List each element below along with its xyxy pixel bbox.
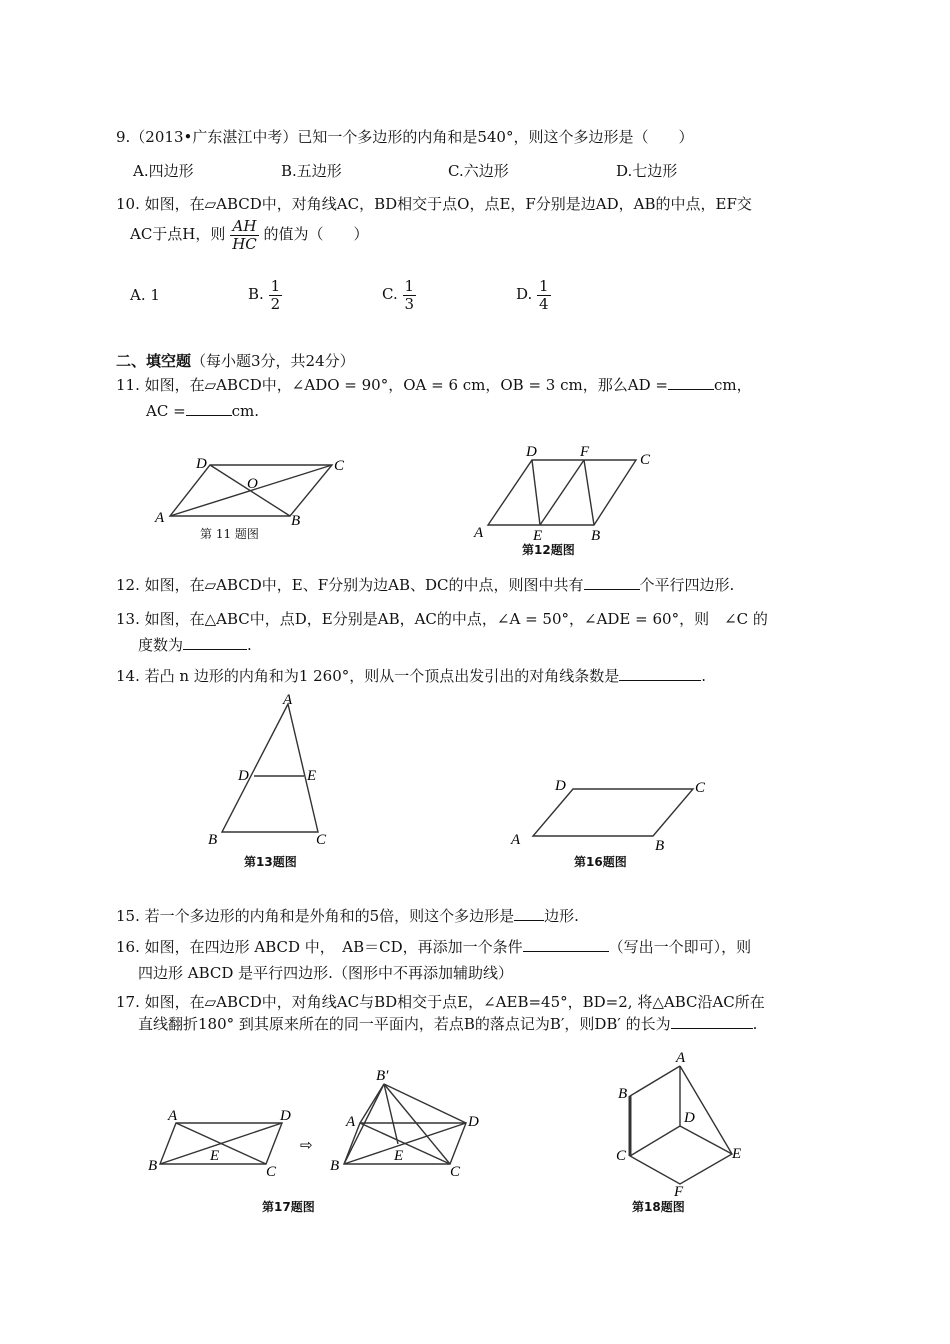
fig12-segment-fb: [584, 460, 594, 525]
fig17-right-label-bp: B′: [376, 1068, 389, 1084]
fig17-caption: 第17题图: [262, 1200, 315, 1214]
q11-line1-post: cm，: [713, 376, 752, 394]
q10-option-b-den: 2: [270, 294, 281, 313]
fig17-left-label-a: A: [168, 1108, 178, 1124]
fig18-label-d: D: [684, 1110, 695, 1126]
q10-option-d: [516, 278, 551, 312]
q10-option-c: [382, 278, 416, 312]
fig17-right-label-e: E: [394, 1148, 404, 1164]
q13-line2-post: .: [247, 636, 252, 654]
fig11-label-b: B: [291, 513, 301, 529]
fig16-label-d: D: [555, 778, 566, 794]
fig12-segment-ef: [540, 460, 584, 525]
fig13-label-d: D: [238, 768, 249, 784]
q13-blank[interactable]: [183, 635, 247, 650]
fig12-label-b: B: [591, 528, 601, 540]
q12-pre: 12. 如图，在▱ABCD中，E、F分别为边AB、DC的中点，则图中共有: [116, 576, 584, 594]
fig16-label-c: C: [695, 780, 706, 796]
fig17-left-label-d: D: [280, 1108, 291, 1124]
section-2-heading: [116, 350, 355, 371]
question-16-line1: [116, 936, 751, 957]
fig12-label-c: C: [640, 452, 651, 468]
fig13-label-c: C: [316, 832, 327, 848]
q14-post: .: [701, 667, 707, 685]
question-17-line1: 17. 如图，在▱ABCD中，对角线AC与BD相交于点E，∠AEB=45°，BD=2, 将△ABC沿AC所在: [116, 993, 765, 1011]
fig12-label-a: A: [474, 525, 484, 540]
q10-option-b: [248, 278, 282, 312]
question-13-line1: 13. 如图，在△ABC中，点D，E分别是AB，AC的中点，∠A = 50°，∠ADE = 60°，则 ∠C 的: [116, 610, 768, 628]
q10-frac-num: AH: [230, 218, 259, 236]
q11-blank-ad[interactable]: [668, 375, 714, 390]
fig13-label-e: E: [307, 768, 317, 784]
q16-line1-pre: 16. 如图，在四边形 ABCD 中， AB＝CD，再添加一个条件: [116, 938, 523, 956]
figure-12: [470, 440, 660, 540]
q10-line2-post: 的值为（ ）: [263, 225, 369, 243]
q11-line1-pre: 11. 如图，在▱ABCD中，∠ADO = 90°，OA = 6 cm，OB = 3 cm，那么AD =: [116, 376, 668, 394]
q9-option-d: D.七边形: [616, 162, 678, 180]
fig18-label-b: B: [618, 1086, 628, 1102]
fig17-left-diagonal-bd: [160, 1123, 282, 1164]
question-10-line2: [130, 218, 369, 252]
q15-post: 边形.: [544, 907, 579, 925]
section-2-note: （每小题3分，共24分）: [191, 352, 355, 370]
question-15: [116, 905, 579, 926]
q10-fraction: [230, 218, 259, 252]
fig18-label-c: C: [616, 1148, 627, 1164]
fig18-caption: 第18题图: [632, 1200, 685, 1214]
q10-line2-pre: AC于点H，则: [130, 225, 226, 243]
q10-option-c-label: C.: [382, 285, 398, 303]
fig17-right-diagonal-bd: [344, 1123, 466, 1164]
fig13-caption: 第13题图: [244, 855, 297, 869]
fig17-left-label-c: C: [266, 1164, 277, 1180]
q16-blank[interactable]: [523, 937, 609, 952]
q17-line2-pre: 直线翻折180° 到其原来所在的同一平面内，若点B的落点记为B′，则DB′ 的长为: [138, 1015, 671, 1033]
figure-17: [140, 1060, 500, 1190]
q10-option-d-den: 4: [539, 294, 549, 313]
q12-post: 个平行四边形.: [639, 576, 735, 594]
fig18-segment-dc: [630, 1126, 680, 1156]
q11-line2-pre: AC =: [146, 402, 186, 420]
fig11-label-o: O: [247, 476, 258, 492]
q15-blank[interactable]: [514, 906, 544, 921]
fig17-right-label-a: A: [346, 1114, 356, 1130]
q10-option-b-label: B.: [248, 285, 264, 303]
figure-18: [600, 1048, 750, 1198]
q11-line2-post: cm.: [231, 402, 260, 420]
fig18-label-a: A: [676, 1050, 686, 1066]
q10-option-b-frac: [269, 278, 283, 312]
fig16-label-b: B: [655, 838, 665, 850]
fig17-right-label-c: C: [450, 1164, 461, 1180]
q10-option-d-label: D.: [516, 285, 533, 303]
figure-13: [200, 690, 340, 850]
fig12-label-f: F: [580, 444, 590, 460]
fig11-label-a: A: [155, 510, 165, 526]
q10-option-b-num: 1: [270, 277, 281, 295]
q14-blank[interactable]: [619, 666, 701, 681]
question-13-line2: [138, 634, 252, 655]
q17-blank[interactable]: [671, 1014, 753, 1029]
q17-line2-post: .: [752, 1015, 758, 1033]
fig13-label-b: B: [208, 832, 218, 848]
q10-option-a: A. 1: [130, 286, 160, 304]
fig13-triangle: [222, 704, 318, 832]
question-17-line2: [138, 1013, 757, 1034]
q10-option-d-frac: [537, 278, 551, 312]
fig17-left-label-e: E: [210, 1148, 220, 1164]
fig12-label-d: D: [526, 444, 537, 460]
fig17-left-label-b: B: [148, 1158, 158, 1174]
fig11-label-c: C: [334, 458, 345, 474]
question-12: [116, 574, 734, 595]
fig16-quadrilateral: [533, 789, 693, 836]
fig11-caption: 第 11 题图: [200, 527, 259, 541]
fig17-right-label-d: D: [468, 1114, 479, 1130]
q10-option-c-num: 1: [404, 277, 415, 295]
question-10-line1: 10. 如图，在▱ABCD中，对角线AC，BD相交于点O，点E，F分别是边AD，AB的中点，EF交: [116, 195, 752, 213]
q15-pre: 15. 若一个多边形的内角和是外角和的5倍，则这个多边形是: [116, 907, 515, 925]
q14-pre: 14. 若凸 n 边形的内角和为1 260°，则从一个顶点出发引出的对角线条数是: [116, 667, 620, 685]
q9-option-a: A.四边形: [133, 162, 194, 180]
question-14: [116, 665, 706, 686]
q9-option-b: B.五边形: [281, 162, 342, 180]
fig11-label-d: D: [196, 456, 207, 472]
fig17-right-segment-bpd: [384, 1084, 466, 1123]
question-9-text: 9.（2013•广东湛江中考）已知一个多边形的内角和是540°，则这个多边形是（ ）: [116, 128, 694, 146]
figure-16: [505, 770, 725, 850]
question-11-line1: [116, 374, 752, 395]
section-2-title: 二、填空题: [116, 352, 192, 370]
q13-line2-pre: 度数为: [138, 636, 184, 654]
q11-blank-ac[interactable]: [186, 401, 232, 416]
q10-option-c-den: 3: [404, 294, 415, 313]
fig17-right-label-b: B: [330, 1158, 340, 1174]
fig16-caption: 第16题图: [574, 855, 627, 869]
q10-frac-den: HC: [232, 234, 257, 253]
fig16-label-a: A: [511, 832, 521, 848]
q10-option-d-num: 1: [539, 277, 549, 295]
question-16-line2: 四边形 ABCD 是平行四边形.（图形中不再添加辅助线）: [138, 964, 513, 982]
q12-blank[interactable]: [584, 575, 640, 590]
figure-11: [150, 450, 360, 530]
question-11-line2: [146, 401, 259, 420]
fig12-segment-de: [532, 460, 540, 525]
fig13-label-a: A: [283, 692, 293, 708]
fig12-caption: 第12题图: [522, 543, 575, 557]
q9-option-c: C.六边形: [448, 162, 509, 180]
fig18-outer-hexagon: [630, 1066, 732, 1184]
fig18-label-e: E: [732, 1146, 742, 1162]
fig18-label-f: F: [674, 1184, 684, 1198]
fig12-label-e: E: [533, 528, 543, 540]
q10-option-c-frac: [403, 278, 417, 312]
q16-line1-post: （写出一个即可），则: [608, 938, 752, 956]
fig17-arrow: ⇨: [300, 1138, 313, 1154]
